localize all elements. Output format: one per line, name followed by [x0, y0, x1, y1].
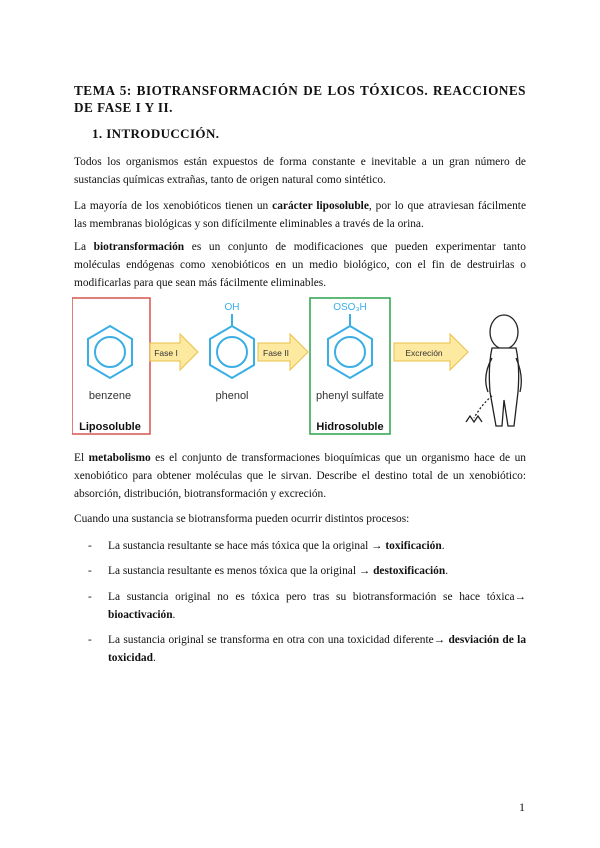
sulfate-group: OSO₃H [333, 302, 367, 313]
list-item-pre: La sustancia original se transforma en otra con una toxicidad diferente→ [108, 634, 449, 646]
list-item-text [108, 631, 526, 667]
bullet-marker: - [88, 591, 92, 603]
bullet-marker: - [88, 565, 92, 577]
list-item-pre: La sustancia resultante es menos tóxica que la original → [108, 565, 374, 577]
list-item-pre: La sustancia resultante se hace más tóxica que la original → [108, 540, 386, 552]
bullet-marker: - [88, 540, 92, 552]
arrow-fase-2-label: Fase II [263, 348, 289, 358]
arrow-fase-1-label: Fase I [154, 348, 178, 358]
para3-bold: biotransformación [93, 241, 185, 253]
list-item-bold: destoxificación [373, 565, 446, 577]
para4-post: es el conjunto de transformaciones bioquímicas que un organismo hace de un xenobiótico para obtener moléculas que le sirvan. Describe el destino total de un xenobiótico: absorción, distribución, biotransformación y excreción. [74, 452, 526, 500]
para4-pre: El [74, 452, 89, 464]
page-number: 1 [519, 800, 525, 814]
liposoluble-label: Liposoluble [79, 421, 141, 433]
para4-bold: metabolismo [88, 452, 151, 464]
list-item-bold: bioactivación [108, 609, 173, 621]
list-item-bold: desviación de la toxicidad [108, 634, 527, 664]
list-item-post: . [172, 609, 176, 621]
paragraph-intro: Todos los organismos están expuestos de forma constante e inevitable a un gran número de sustancias químicas extrañas, tanto de origen natural como sintético. [74, 156, 526, 186]
paragraph-metabolismo [74, 449, 526, 503]
list-item-post: . [441, 540, 445, 552]
list-item-text [108, 562, 526, 580]
paragraph-procesos: Cuando una sustancia se biotransforma pueden ocurrir distintos procesos: [74, 513, 410, 525]
section-heading: 1. INTRODUCCIÓN. [92, 126, 220, 141]
phenyl-sulfate-label: phenyl sulfate [316, 390, 384, 402]
benzene-label: benzene [88, 390, 132, 402]
list-item-bold: toxificación [385, 540, 442, 552]
phenol-ring [210, 326, 254, 378]
list-item-text [108, 537, 526, 555]
paragraph-biotransformacion [74, 238, 526, 292]
para2-bold: carácter liposoluble [272, 200, 369, 212]
para3-pre: La [74, 241, 94, 253]
arrow-excrecion-label: Excreción [405, 348, 443, 358]
para2-post: , por lo que atraviesan fácilmente las membranas biológicas y son difícilmente eliminables a través de la orina. [74, 200, 527, 230]
para3-post: es un conjunto de modificaciones que pueden experimentar tanto moléculas endógenas como xenobióticos en un medio biológico, con el fin de destruirlas o modificarlas para que sean más fácilmente eliminables. [74, 241, 526, 289]
person-urinating-icon [466, 315, 521, 426]
biotransformation-figure [72, 296, 530, 438]
hidrosoluble-label: Hidrosoluble [316, 421, 384, 433]
list-item-pre: La sustancia original no es tóxica pero tras su biotransformación se hace tóxica→ [108, 591, 526, 603]
list-item-post: . [445, 565, 449, 577]
para2-pre: La mayoría de los xenobióticos tienen un [74, 200, 273, 212]
bullet-marker: - [88, 634, 92, 646]
phenol-oh-group: OH [224, 302, 240, 313]
list-item-text [108, 588, 526, 624]
document-title: TEMA 5: BIOTRANSFORMACIÓN DE LOS TÓXICOS. REACCIONES DE FASE I Y II. [74, 83, 526, 115]
list-item-post: . [152, 652, 156, 664]
paragraph-liposoluble [74, 197, 526, 233]
phenol-label: phenol [215, 390, 249, 402]
